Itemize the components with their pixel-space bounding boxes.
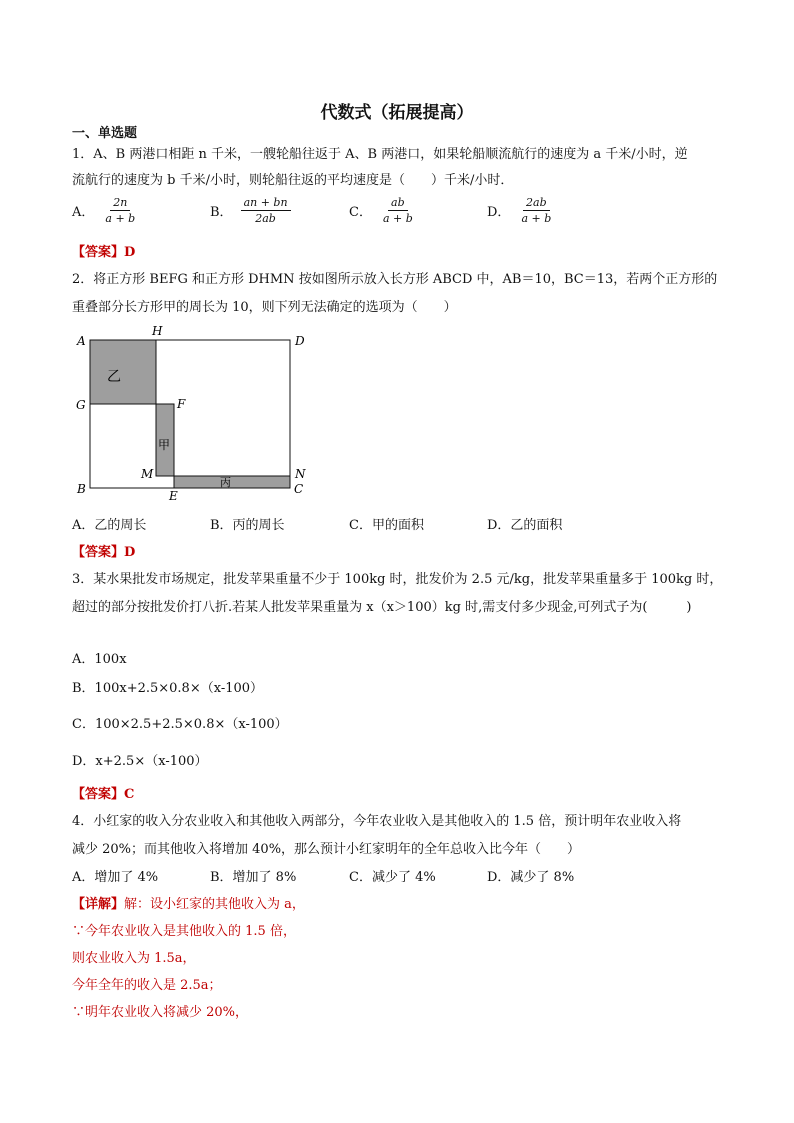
q4-detail-line5: ∵明年农业收入将减少 20%，: [72, 1005, 249, 1020]
detail-text: 解：设小红家的其他收入为 a，: [124, 897, 305, 912]
section-heading: 一、单选题: [72, 126, 138, 141]
label-m: M: [141, 467, 154, 481]
q4-option-c: C．减少了 4%: [349, 870, 436, 885]
label-e: E: [169, 489, 178, 503]
fraction: [518, 196, 554, 225]
q4-detail-line4: 今年全年的收入是 2.5a；: [72, 978, 222, 993]
label-bing: 丙: [220, 476, 231, 489]
option-label: C．: [349, 205, 372, 220]
q1-option-c: [349, 196, 416, 225]
label-d: D: [295, 334, 305, 348]
label-n: N: [295, 467, 306, 481]
rectangle-figure: [70, 325, 320, 505]
q3-text-line2: 超过的部分按批发价打八折.若某人批发苹果重量为 x（x＞100）kg 时,需支付多少现金,可列式子为( ): [72, 600, 692, 615]
q4-option-d: D．减少了 8%: [487, 870, 575, 885]
label-f: F: [177, 397, 186, 411]
q4-detail-line2: ∵今年农业收入是其他收入的 1.5 倍，: [72, 924, 296, 939]
label-c: C: [294, 482, 304, 496]
q1-option-d: [487, 196, 554, 225]
denominator: a + b: [521, 212, 552, 225]
label-h: H: [152, 325, 163, 338]
page-title: 代数式（拓展提高）: [320, 103, 474, 123]
q3-text-line1: 3．某水果批发市场规定，批发苹果重量不少于 100kg 时，批发价为 2.5 元/kg，批发苹果重量多于 100kg 时，: [72, 572, 723, 587]
q2-text-line2: 重叠部分长方形甲的周长为 10，则下列无法确定的选项为（ ）: [72, 300, 457, 315]
label-a: A: [77, 334, 86, 348]
q3-option-b: B．100x+2.5×0.8×（x-100）: [72, 681, 264, 696]
q2-answer: 【答案】D: [72, 545, 136, 560]
numerator: ab: [388, 196, 408, 211]
option-label: B．: [210, 205, 233, 220]
q1-text-line2: 流航行的速度为 b 千米/小时，则轮船往返的平均速度是（ ）千米/小时．: [72, 173, 514, 188]
q2-option-b: B．丙的周长: [210, 518, 285, 533]
numerator: 2n: [110, 196, 130, 211]
q3-option-a: A．100x: [72, 652, 127, 667]
denominator: a + b: [105, 212, 136, 225]
q2-option-c: C．甲的面积: [349, 518, 424, 533]
label-b: B: [77, 482, 86, 496]
denominator: 2ab: [255, 212, 276, 225]
q2-option-a: A．乙的周长: [72, 518, 147, 533]
region-bing: [174, 476, 290, 488]
q1-answer: 【答案】D: [72, 245, 136, 260]
q2-text-line1: 2．将正方形 BEFG 和正方形 DHMN 按如图所示放入长方形 ABCD 中，AB＝10，BC＝13，若两个正方形的: [72, 272, 718, 287]
q3-option-c: C．100×2.5+2.5×0.8×（x-100）: [72, 717, 288, 732]
numerator: an + bn: [241, 196, 291, 211]
q4-text-line1: 4．小红家的收入分农业收入和其他收入两部分，今年农业收入是其他收入的 1.5 倍，预计明年农业收入将: [72, 814, 682, 829]
q1-text-line1: 1．A、B 两港口相距 n 千米，一艘轮船往返于 A、B 两港口，如果轮船顺流航行的速度为 a 千米/小时，逆: [72, 147, 688, 162]
denominator: a + b: [382, 212, 413, 225]
option-label: A．: [72, 205, 95, 220]
label-g: G: [76, 398, 86, 412]
option-label: D．: [487, 205, 511, 220]
q1-option-a: [72, 196, 138, 225]
label-jia: 甲: [158, 438, 171, 452]
q1-option-b: [210, 196, 291, 225]
fraction: [380, 196, 416, 225]
q3-answer: 【答案】C: [72, 787, 135, 802]
numerator: 2ab: [523, 196, 550, 211]
fraction: [102, 196, 138, 225]
detail-label: 【详解】: [72, 897, 125, 912]
q2-option-d: D．乙的面积: [487, 518, 563, 533]
q4-option-a: A．增加了 4%: [72, 870, 159, 885]
q3-option-d: D．x+2.5×（x-100）: [72, 754, 208, 769]
q4-option-b: B．增加了 8%: [210, 870, 297, 885]
q4-detail-line3: 则农业收入为 1.5a，: [72, 951, 196, 966]
q4-text-line2: 减少 20%；而其他收入将增加 40%，那么预计小红家明年的全年总收入比今年（ ）: [72, 842, 581, 857]
label-yi: 乙: [107, 369, 121, 385]
fraction: [241, 196, 291, 225]
region-yi: [90, 340, 156, 404]
q4-detail-line1: [72, 893, 305, 912]
